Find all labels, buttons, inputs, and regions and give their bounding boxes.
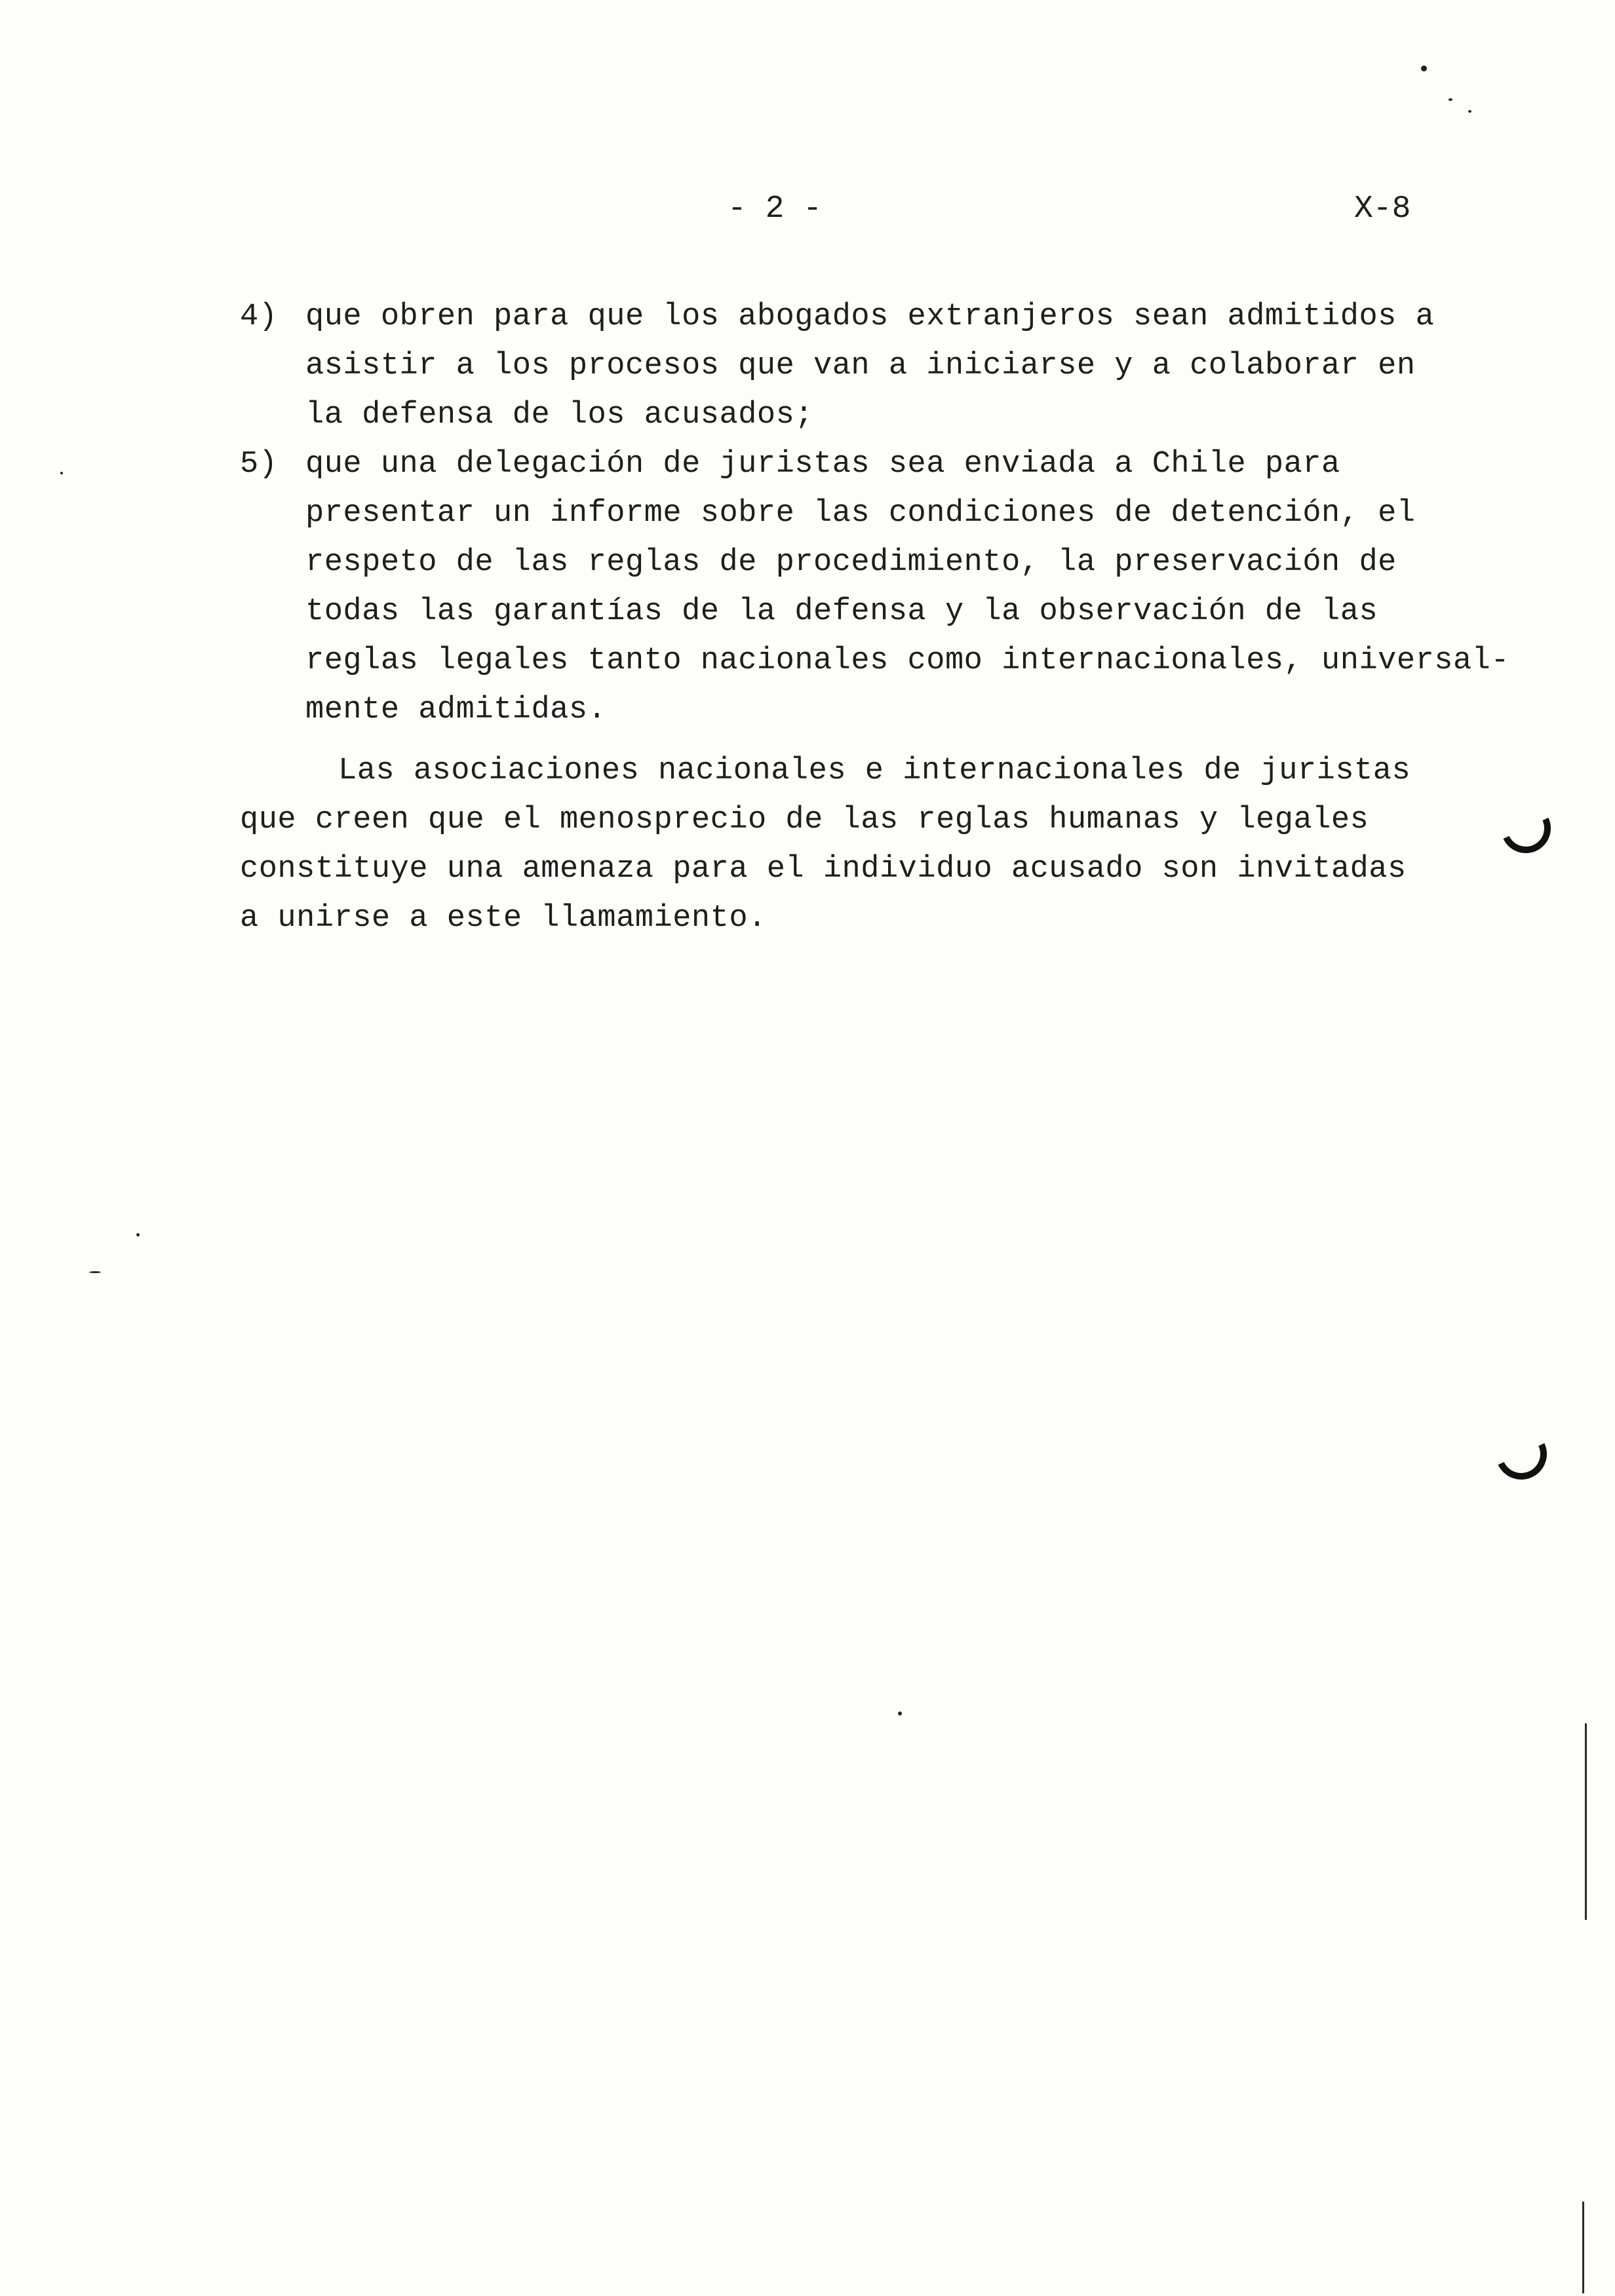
text-line: reglas legales tanto nacionales como internacionales, universal- (305, 643, 1510, 678)
text-line: Las asociaciones nacionales e internacionales de juristas (338, 754, 1411, 788)
scan-speck (89, 1271, 101, 1273)
list-item-5 (240, 440, 1590, 735)
page-number: - 2 - (728, 191, 823, 227)
text-line: todas las garantías de la defensa y la observación de las (305, 594, 1378, 629)
scan-speck (1468, 110, 1471, 113)
scan-speck (136, 1233, 140, 1236)
scan-speck (898, 1712, 902, 1715)
document-code: X-8 (1354, 191, 1411, 227)
closing-paragraph (240, 746, 1590, 943)
list-item-number: 5) (240, 447, 278, 482)
list-item-text (305, 440, 1590, 735)
text-line: asistir a los procesos que van a iniciarse y a colaborar en (305, 349, 1416, 383)
text-line: mente admitidas. (305, 693, 607, 727)
text-line: la defensa de los acusados; (305, 398, 814, 432)
list-item-number: 4) (240, 299, 278, 334)
document-body (240, 292, 1590, 943)
text-line: que obren para que los abogados extranjeros sean admitidos a (305, 299, 1435, 334)
text-line: que creen que el menosprecio de las reglas humanas y legales (240, 803, 1369, 837)
text-line: respeto de las reglas de procedimiento, la preservación de (305, 545, 1397, 580)
text-line: que una delegación de juristas sea enviada a Chile para (305, 447, 1340, 482)
scan-edge-line (1585, 1723, 1587, 1920)
scan-speck (1421, 66, 1427, 71)
scan-speck (1449, 98, 1452, 101)
text-line: presentar un informe sobre las condiciones de detención, el (305, 496, 1416, 531)
punch-hole-mark (1489, 1421, 1554, 1487)
list-item-4 (240, 292, 1590, 440)
text-line: a unirse a este llamamiento. (240, 901, 767, 936)
text-line: constituye una amenaza para el individuo acusado son invitadas (240, 852, 1407, 887)
list-item-text (305, 292, 1590, 440)
scan-edge-line (1582, 2202, 1584, 2293)
scan-speck (60, 472, 63, 474)
